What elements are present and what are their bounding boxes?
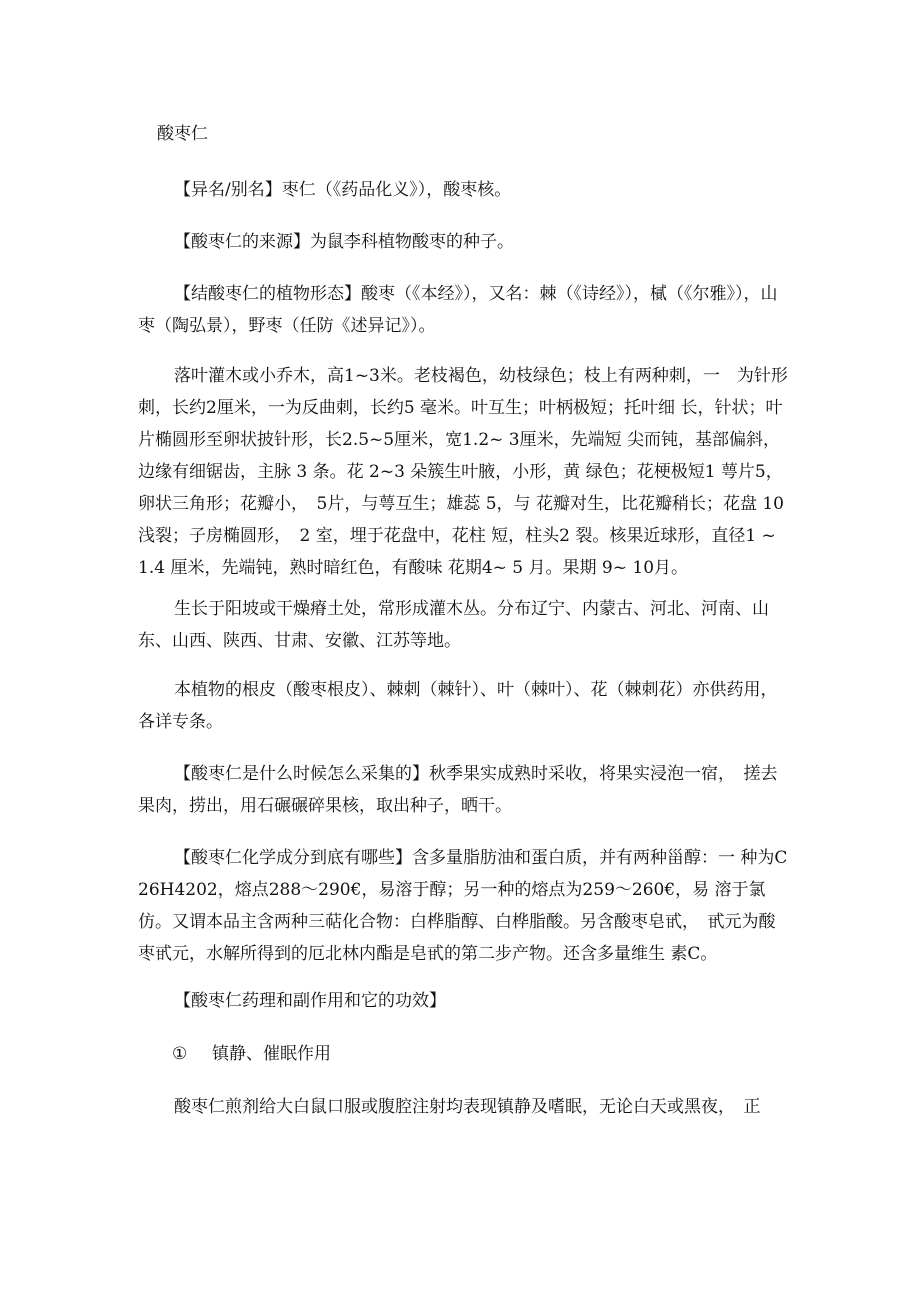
morphology-heading-paragraph: 【结酸枣仁的植物形态】酸枣（《本经》），又名：棘（《诗经》），樲（《尔雅》），山枣（陶弘景），野枣（任防《述异记》）。: [138, 284, 778, 336]
item-number: ①: [172, 1044, 188, 1064]
pharmacology-heading: 【酸枣仁药理和副作用和它的功效】: [174, 991, 446, 1011]
sedative-paragraph: 酸枣仁煎剂给大白鼠口服或腹腔注射均表现镇静及嗜眠，无论白天或黑夜， 正: [174, 1097, 761, 1117]
chemistry-paragraph: 【酸枣仁化学成分到底有哪些】含多量脂肪油和蛋白质，并有两种甾醇：一 种为C26H4202，熔点288～290€，易溶于醇；另一种的熔点为259～260€，易 溶于氯仿。又谓本品主含两种三萜化合物：白桦脂醇、白桦脂酸。另含酸枣皂甙， 甙元为酸枣甙元，水解所得到的厄北林内酯是皂甙的第二步产物。还含多量维生 素C。: [138, 848, 788, 964]
doc-title: 酸枣仁: [157, 124, 208, 144]
source-paragraph: 【酸枣仁的来源】为鼠李科植物酸枣的种子。: [174, 232, 514, 252]
item-text: 镇静、催眠作用: [212, 1044, 331, 1064]
other-parts-paragraph: 本植物的根皮（酸枣根皮）、棘刺（棘针）、叶（棘叶）、花（棘刺花）亦供药用， 各详专条。: [138, 680, 786, 732]
morphology-body-paragraph: 落叶灌木或小乔木，高1~3米。老枝褐色，幼枝绿色；枝上有两种刺，一 为针形刺，长约2厘米，一为反曲刺，长约5 毫米。叶互生；叶柄极短；托叶细 长，针状；叶片椭圆形至卵状披针形，长2.5~5厘米，宽1.2~ 3厘米，先端短 尖而钝，基部偏斜，边缘有细锯齿，主脉 3 条。花 2~3 朵簇生叶腋，小形，黄 绿色；花梗极短1 萼片5，卵状三角形；花瓣小， 5片，与萼互生；雄蕊 5，与 花瓣对生，比花瓣稍长；花盘 10浅裂；子房椭圆形， 2 室，埋于花盘中，花柱 短，柱头2 裂。核果近球形，直径1 ~ 1.4 厘米，先端钝，熟时暗红色，有酸味 花期4~ 5 月。果期 9~ 10月。: [138, 366, 788, 578]
list-item: [172, 1038, 822, 1070]
alias-paragraph: 【异名/别名】枣仁（《药品化义》），酸枣核。: [174, 180, 512, 200]
habitat-paragraph: 生长于阳坡或干燥瘠土处，常形成灌木丛。分布辽宁、内蒙古、河北、河南、山东、山西、陕西、甘肃、安徽、江苏等地。: [138, 599, 769, 651]
harvest-paragraph: 【酸枣仁是什么时候怎么采集的】秋季果实成熟时采收，将果实浸泡一宿， 搓去果肉，捞出，用石碾碾碎果核，取出种子，晒干。: [138, 764, 778, 816]
